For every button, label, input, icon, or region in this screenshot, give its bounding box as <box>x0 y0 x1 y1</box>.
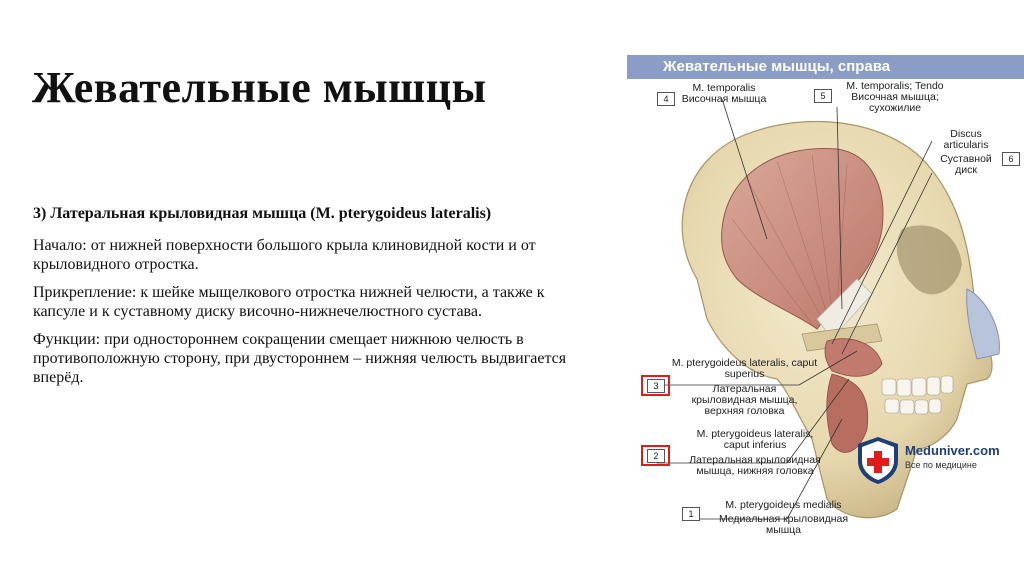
label-temporalis <box>679 83 769 105</box>
label-number-1: 1 <box>682 507 700 521</box>
label-number-6: 6 <box>1002 152 1020 166</box>
label-temporalis-tendon <box>835 81 955 114</box>
label-lateral-pterygoid-inferior <box>675 429 835 477</box>
paragraph-function: Функции: при одностороннем сокращении смещает нижнюю челюсть в противоположную сторону, при двустороннем – нижняя челюсть выдвигается вперёд. <box>33 331 567 386</box>
logo-name: Meduniver.com <box>905 443 1000 458</box>
label-number-5: 5 <box>814 89 832 103</box>
label-medial-pterygoid <box>701 500 866 536</box>
label-number-2: 2 <box>647 449 665 463</box>
paragraph-origin: Начало: от нижней поверхности большого крыла клиновидной кости и от крыловидного отростка. <box>33 237 536 273</box>
label-latin: M. pterygoideus lateralis, caput superius <box>671 357 818 380</box>
shield-cross-icon <box>855 435 901 485</box>
label-russian: Суставной диск <box>940 153 992 176</box>
label-number-4: 4 <box>657 92 675 106</box>
label-latin: M. temporalis <box>692 82 756 94</box>
meduniver-logo[interactable] <box>855 435 1020 485</box>
figure-header: Жевательные мышцы, справа <box>627 55 1024 79</box>
label-number-3: 3 <box>647 379 665 393</box>
label-latin: M. pterygoideus medialis <box>725 499 842 511</box>
label-russian: Латеральная крыловидная мышца, верхняя головка <box>691 383 798 417</box>
label-latin: M. temporalis; Tendo <box>846 80 944 92</box>
paragraph-insertion: Прикрепление: к шейке мыщелкового отростка нижней челюсти, а также к капсуле и к суставному диску височно-нижнечелюстного сустава. <box>33 284 545 320</box>
label-russian: Латеральная крыловидная мышца, нижняя головка <box>689 454 821 477</box>
label-russian: Височная мышца <box>681 93 767 105</box>
label-lateral-pterygoid-superior <box>657 358 832 417</box>
subheading: 3) Латеральная крыловидная мышца (M. pterygoideus lateralis) <box>33 205 492 222</box>
logo-text <box>905 443 1000 470</box>
anatomy-figure <box>627 55 1024 545</box>
label-latin: M. pterygoideus lateralis, caput inferius <box>696 428 814 451</box>
label-discus <box>933 129 999 176</box>
text-block <box>33 204 593 396</box>
label-russian: Височная мышца; сухожилие <box>851 91 939 114</box>
logo-tagline: Все по медицине <box>905 460 977 470</box>
slide-title: Жевательные мышцы <box>32 63 487 112</box>
label-russian: Медиальная крыловидная мышца <box>718 513 849 536</box>
label-latin: Discus articularis <box>943 128 989 151</box>
